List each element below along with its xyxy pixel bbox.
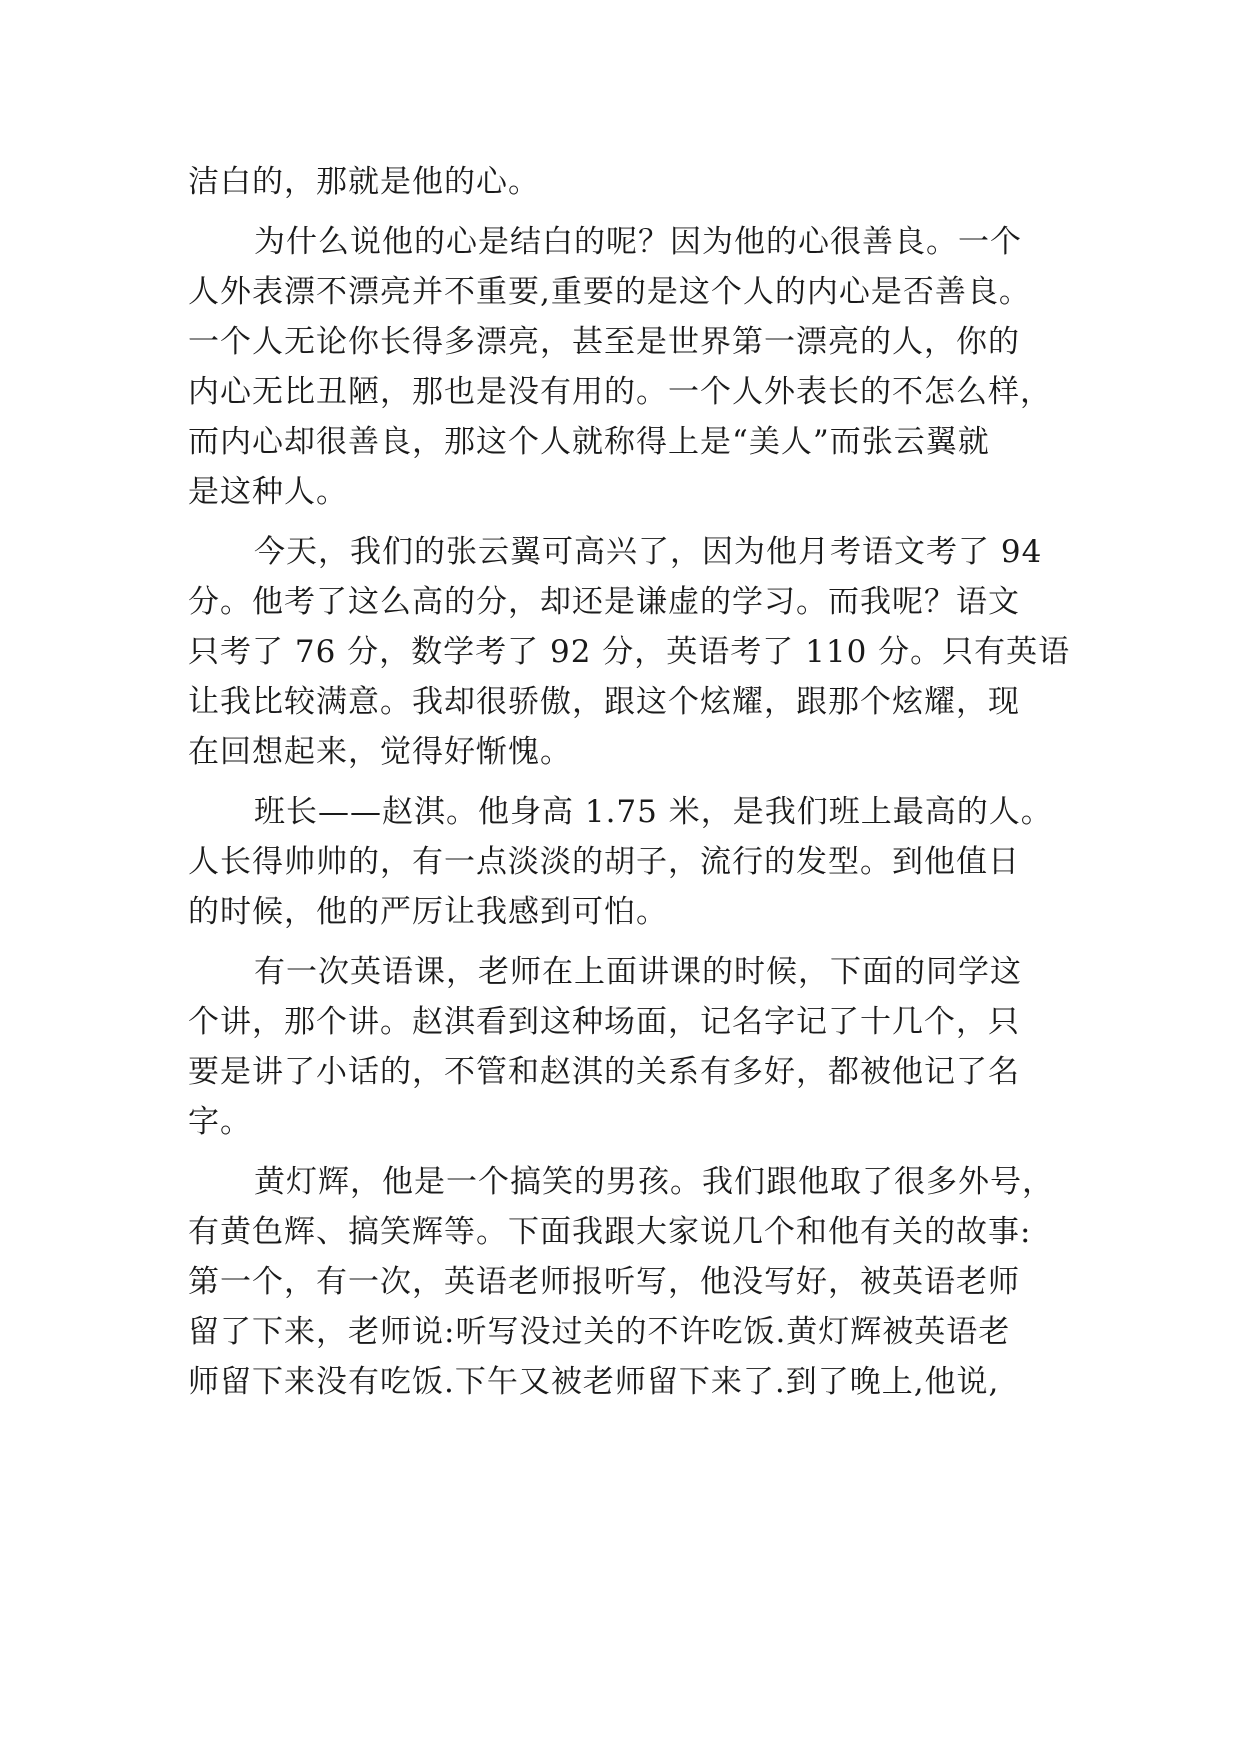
text-line: 分。他考了这么高的分，却还是谦虚的学习。而我呢？语文 (188, 584, 1020, 620)
text-line: 人外表漂不漂亮并不重要,重要的是这个人的内心是否善良。 (188, 274, 1031, 310)
text-line: 洁白的，那就是他的心。 (188, 164, 540, 200)
text-line: 只考了 76 分，数学考了 92 分，英语考了 110 分。只有英语 (188, 634, 1071, 670)
paragraph-start-line: 班长——赵淇。他身高 1.75 米，是我们班上最高的人。 (254, 794, 1053, 830)
text-line: 而内心却很善良，那这个人就称得上是“美人”而张云翼就 (188, 424, 990, 460)
text-line: 有黄色辉、搞笑辉等。下面我跟大家说几个和他有关的故事: (188, 1214, 1032, 1250)
text-line: 个讲，那个讲。赵淇看到这种场面，记名字记了十几个，只 (188, 1004, 1020, 1040)
paragraph-start-line: 今天，我们的张云翼可高兴了，因为他月考语文考了 94 (254, 534, 1043, 570)
paragraph-start-line: 有一次英语课，老师在上面讲课的时候，下面的同学这 (254, 954, 1022, 990)
text-line: 内心无比丑陋，那也是没有用的。一个人外表长的不怎么样， (188, 374, 1052, 410)
text-line: 人长得帅帅的，有一点淡淡的胡子，流行的发型。到他值日 (188, 844, 1020, 880)
text-line: 师留下来没有吃饭.下午又被老师留下来了.到了晚上,他说, (188, 1364, 1000, 1400)
text-line: 在回想起来，觉得好惭愧。 (188, 734, 572, 770)
text-line: 留了下来，老师说:听写没过关的不许吃饭.黄灯辉被英语老 (188, 1314, 1011, 1350)
text-line: 字。 (188, 1104, 252, 1140)
text-line: 的时候，他的严厉让我感到可怕。 (188, 894, 668, 930)
text-line: 是这种人。 (188, 474, 348, 510)
text-line: 第一个，有一次，英语老师报听写，他没写好，被英语老师 (188, 1264, 1020, 1300)
text-line: 一个人无论你长得多漂亮，甚至是世界第一漂亮的人，你的 (188, 324, 1020, 360)
text-line: 让我比较满意。我却很骄傲，跟这个炫耀，跟那个炫耀，现 (188, 684, 1020, 720)
paragraph-start-line: 为什么说他的心是结白的呢？因为他的心很善良。一个 (254, 224, 1022, 260)
paragraph-start-line: 黄灯辉，他是一个搞笑的男孩。我们跟他取了很多外号， (254, 1164, 1054, 1200)
text-line: 要是讲了小话的，不管和赵淇的关系有多好，都被他记了名 (188, 1054, 1020, 1090)
